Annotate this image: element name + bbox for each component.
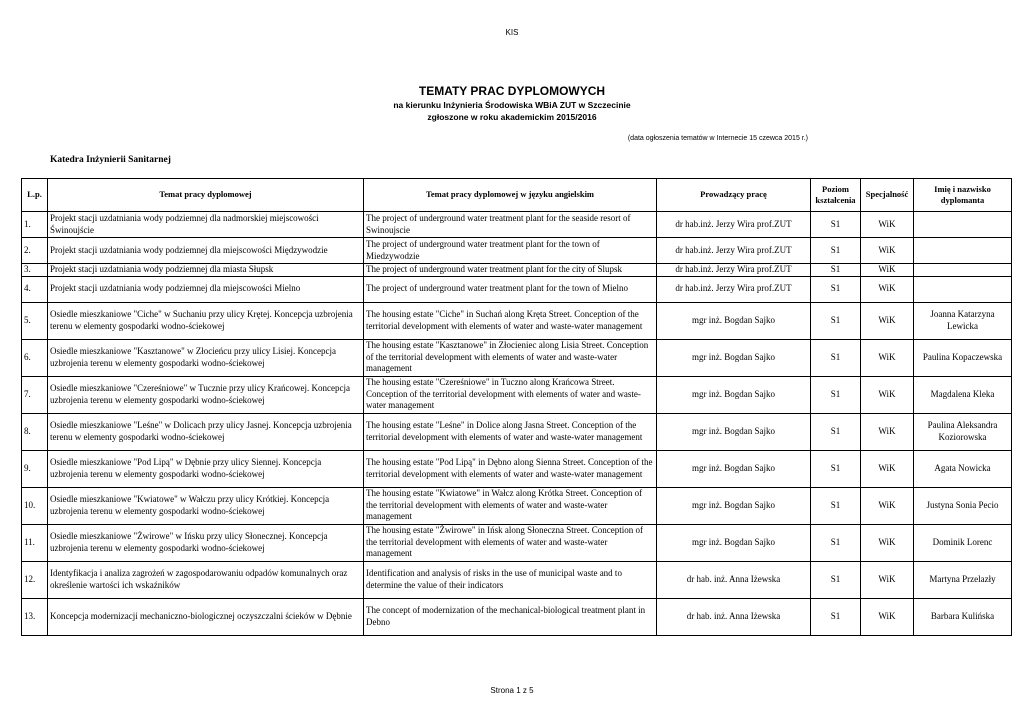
specialty: WiK	[861, 238, 914, 264]
level: S1	[811, 524, 861, 561]
topic-pl: Identyfikacja i analiza zagrożeń w zagospodarowaniu odpadów komunalnych oraz określenie wartości ich wskaźników	[48, 561, 364, 598]
topic-en: The housing estate "Żwirowe" in Ińsk along Słoneczna Street. Conception of the territorial development with elements of water and waste-water management	[364, 524, 657, 561]
specialty: WiK	[861, 302, 914, 339]
specialty: WiK	[861, 212, 914, 238]
topic-pl: Osiedle mieszkaniowe "Kwiatowe" w Wałczu przy ulicy Krótkiej. Koncepcja uzbrojenia terenu w elementy gospodarki wodno-ściekowej	[48, 487, 364, 524]
subtitle-faculty: na kierunku Inżynieria Środowiska WBiA ZUT w Szczecinie	[393, 100, 631, 110]
student-name: Agata Nowicka	[914, 450, 1012, 487]
row-number: 4.	[22, 276, 48, 302]
table-row	[22, 524, 1012, 561]
col-header-student: Imię i nazwisko dyplomanta	[914, 179, 1012, 212]
topic-pl: Projekt stacji uzdatniania wody podziemnej dla miasta Słupsk	[48, 264, 364, 277]
topic-en: The housing estate "Ciche" in Suchań along Kręta Street. Conception of the territorial development with elements of water and waste-water management	[364, 302, 657, 339]
level: S1	[811, 450, 861, 487]
table-row	[22, 413, 1012, 450]
student-name: Magdalena Kleka	[914, 376, 1012, 413]
topic-en: Identification and analysis of risks in the use of municipal waste and to determine the value of their indicators	[364, 561, 657, 598]
department-name: Katedra Inżynierii Sanitarnej	[50, 155, 171, 165]
col-header-supervisor: Prowadzący pracę	[657, 179, 811, 212]
student-name: Paulina Kopaczewska	[914, 339, 1012, 376]
row-number: 7.	[22, 376, 48, 413]
topic-en: The housing estate "Kasztanowe" in Złocieniec along Lisia Street. Conception of the territorial development with elements of water and waste-water management	[364, 339, 657, 376]
level: S1	[811, 413, 861, 450]
student-name	[914, 212, 1012, 238]
topic-en: The housing estate "Czereśniowe" in Tuczno along Krańcowa Street. Conception of the territorial development with elements of water and waste-water management	[364, 376, 657, 413]
row-number: 9.	[22, 450, 48, 487]
level: S1	[811, 238, 861, 264]
row-number: 1.	[22, 212, 48, 238]
topic-en: The project of underground water treatment plant for the town of Mielno	[364, 276, 657, 302]
level: S1	[811, 561, 861, 598]
student-name	[914, 238, 1012, 264]
student-name: Paulina Aleksandra Koziorowska	[914, 413, 1012, 450]
col-header-topic-en: Temat pracy dyplomowej w języku angielskim	[364, 179, 657, 212]
student-name: Joanna Katarzyna Lewicka	[914, 302, 1012, 339]
supervisor: mgr inż. Bogdan Sajko	[657, 302, 811, 339]
topic-pl: Osiedle mieszkaniowe "Żwirowe" w Ińsku przy ulicy Słonecznej. Koncepcja uzbrojenia terenu w elementy gospodarki wodno-ściekowej	[48, 524, 364, 561]
page-number: Strona 1 z 5	[490, 686, 534, 695]
row-number: 12.	[22, 561, 48, 598]
row-number: 5.	[22, 302, 48, 339]
student-name: Dominik Lorenc	[914, 524, 1012, 561]
specialty: WiK	[861, 376, 914, 413]
topic-pl: Osiedle mieszkaniowe "Leśne" w Dolicach przy ulicy Jasnej. Koncepcja uzbrojenia terenu w elementy gospodarki wodno-ściekowej	[48, 413, 364, 450]
level: S1	[811, 487, 861, 524]
row-number: 13.	[22, 598, 48, 635]
table-row	[22, 561, 1012, 598]
student-name: Barbara Kulińska	[914, 598, 1012, 635]
level: S1	[811, 339, 861, 376]
topic-pl: Koncepcja modernizacji mechaniczno-biologicznej oczyszczalni ścieków w Dębnie	[48, 598, 364, 635]
specialty: WiK	[861, 487, 914, 524]
table-row	[22, 264, 1012, 277]
student-name: Martyna Przelazły	[914, 561, 1012, 598]
row-number: 10.	[22, 487, 48, 524]
col-header-topic-pl: Temat pracy dyplomowej	[48, 179, 364, 212]
topic-pl: Osiedle mieszkaniowe "Ciche" w Suchaniu przy ulicy Krętej. Koncepcja uzbrojenia terenu w elementy gospodarki wodno-ściekowej	[48, 302, 364, 339]
level: S1	[811, 212, 861, 238]
subtitle-year: zgłoszone w roku akademickim 2015/2016	[427, 112, 597, 122]
level: S1	[811, 302, 861, 339]
row-number: 3.	[22, 264, 48, 277]
col-header-lp: L.p.	[22, 179, 48, 212]
table-row	[22, 339, 1012, 376]
table-row	[22, 238, 1012, 264]
topic-en: The housing estate "Kwiatowe" in Wałcz along Krótka Street. Conception of the territorial development with elements of water and waste-water management	[364, 487, 657, 524]
table-row	[22, 487, 1012, 524]
topic-pl: Osiedle mieszkaniowe "Czereśniowe" w Tucznie przy ulicy Krańcowej. Koncepcja uzbrojenia terenu w elementy gospodarki wodno-ściekowej	[48, 376, 364, 413]
specialty: WiK	[861, 339, 914, 376]
supervisor: mgr inż. Bogdan Sajko	[657, 450, 811, 487]
supervisor: dr hab.inż. Jerzy Wira prof.ZUT	[657, 276, 811, 302]
supervisor: mgr inż. Bogdan Sajko	[657, 413, 811, 450]
table-row	[22, 598, 1012, 635]
supervisor: mgr inż. Bogdan Sajko	[657, 487, 811, 524]
supervisor: dr hab.inż. Jerzy Wira prof.ZUT	[657, 264, 811, 277]
topic-en: The housing estate "Leśne" in Dolice along Jasna Street. Conception of the territorial development with elements of water and waste-water management	[364, 413, 657, 450]
student-name	[914, 264, 1012, 277]
row-number: 6.	[22, 339, 48, 376]
header-label: KIS	[505, 28, 519, 37]
specialty: WiK	[861, 264, 914, 277]
supervisor: mgr inż. Bogdan Sajko	[657, 339, 811, 376]
topic-en: The project of underground water treatment plant for the town of Miedzywodzie	[364, 238, 657, 264]
topics-table	[21, 178, 1012, 636]
table-row	[22, 276, 1012, 302]
topic-pl: Projekt stacji uzdatniania wody podziemnej dla miejscowości Międzywodzie	[48, 238, 364, 264]
supervisor: dr hab.inż. Jerzy Wira prof.ZUT	[657, 238, 811, 264]
supervisor: mgr inż. Bogdan Sajko	[657, 524, 811, 561]
topic-pl: Projekt stacji uzdatniania wody podziemnej dla nadmorskiej miejscowości Świnoujście	[48, 212, 364, 238]
specialty: WiK	[861, 276, 914, 302]
level: S1	[811, 264, 861, 277]
topic-en: The housing estate "Pod Lipą" in Dębno along Sienna Street. Conception of the territorial development with elements of water and waste-water management	[364, 450, 657, 487]
topic-pl: Projekt stacji uzdatniania wody podziemnej dla miejscowości Mielno	[48, 276, 364, 302]
table-header-row	[22, 179, 1012, 212]
specialty: WiK	[861, 561, 914, 598]
row-number: 2.	[22, 238, 48, 264]
table-row	[22, 376, 1012, 413]
topic-en: The project of underground water treatment plant for the seaside resort of Swinoujscie	[364, 212, 657, 238]
topic-pl: Osiedle mieszkaniowe "Kasztanowe" w Złocieńcu przy ulicy Lisiej. Koncepcja uzbrojenia terenu w elementy gospodarki wodno-ściekowej	[48, 339, 364, 376]
table-row	[22, 212, 1012, 238]
student-name: Justyna Sonia Pecio	[914, 487, 1012, 524]
specialty: WiK	[861, 524, 914, 561]
col-header-level: Poziom kształcenia	[811, 179, 861, 212]
table-row	[22, 302, 1012, 339]
date-note: (data ogłoszenia tematów w Internecie 15 czewca 2015 r.)	[627, 135, 808, 142]
level: S1	[811, 276, 861, 302]
specialty: WiK	[861, 598, 914, 635]
page-title: TEMATY PRAC DYPLOMOWYCH	[418, 84, 606, 98]
specialty: WiK	[861, 450, 914, 487]
specialty: WiK	[861, 413, 914, 450]
supervisor: dr hab. inż. Anna Iżewska	[657, 561, 811, 598]
level: S1	[811, 376, 861, 413]
topic-en: The project of underground water treatment plant for the city of Slupsk	[364, 264, 657, 277]
supervisor: dr hab.inż. Jerzy Wira prof.ZUT	[657, 212, 811, 238]
col-header-specialty: Specjalność	[861, 179, 914, 212]
topic-en: The concept of modernization of the mechanical-biological treatment plant in Debno	[364, 598, 657, 635]
student-name	[914, 276, 1012, 302]
topic-pl: Osiedle mieszkaniowe "Pod Lipą" w Dębnie przy ulicy Siennej. Koncepcja uzbrojenia terenu w elementy gospodarki wodno-ściekowej	[48, 450, 364, 487]
table-row	[22, 450, 1012, 487]
row-number: 8.	[22, 413, 48, 450]
supervisor: mgr inż. Bogdan Sajko	[657, 376, 811, 413]
supervisor: dr hab. inż. Anna Iżewska	[657, 598, 811, 635]
level: S1	[811, 598, 861, 635]
row-number: 11.	[22, 524, 48, 561]
